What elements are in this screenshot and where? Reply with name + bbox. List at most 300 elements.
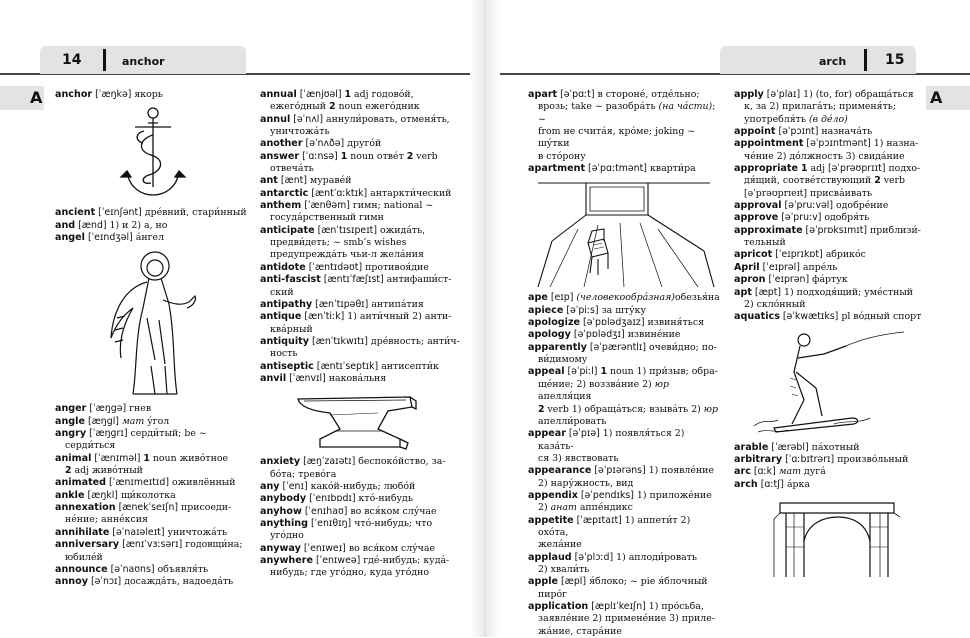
definition: извиня́ться bbox=[647, 317, 704, 329]
definition: аннули́ровать, отменя́ть, bbox=[325, 113, 450, 125]
anvil-illustration bbox=[260, 389, 460, 451]
definition: беспоко́йство, за- bbox=[358, 456, 446, 468]
definition: не́ние; анне́ксия bbox=[65, 514, 148, 526]
transcription: [əˈpɒlədʒɪ] bbox=[570, 329, 628, 341]
transcription: [ɑːk] bbox=[750, 466, 779, 478]
definition: что́-нибудь; что bbox=[354, 517, 433, 529]
left-section-letter bbox=[0, 86, 44, 110]
transcription: [ˈænvɪl] bbox=[286, 372, 329, 384]
definition: врозь; take ~ разобра́ть bbox=[538, 101, 659, 113]
entry-continuation bbox=[260, 212, 460, 224]
entry-continuation bbox=[528, 453, 720, 465]
definition: ; ~ bbox=[538, 101, 716, 125]
dictionary-entry bbox=[260, 456, 460, 468]
dictionary-entry bbox=[260, 336, 460, 348]
definition: предупрежда́ть чьи-л жела́ния bbox=[270, 249, 424, 261]
entry-continuation bbox=[734, 299, 930, 311]
definition: одобре́ние bbox=[836, 200, 889, 212]
definition: госуда́рственный гимн bbox=[270, 212, 384, 224]
transcription: [əˈnʌl] bbox=[290, 113, 326, 125]
sense-number: 1 bbox=[800, 163, 808, 175]
definition: 1) назна- bbox=[873, 138, 919, 150]
definition: приблизи́- bbox=[870, 224, 921, 236]
transcription: [ˈɑːnsə] bbox=[299, 150, 341, 162]
headword: appointment bbox=[734, 138, 804, 150]
entry-continuation bbox=[528, 564, 720, 576]
definition: объявля́ть bbox=[157, 563, 209, 575]
right-section-letter bbox=[926, 86, 970, 110]
definition: ква́рный bbox=[270, 323, 313, 335]
definition: 1) аппети́т 2) охо́та, bbox=[538, 514, 691, 538]
entry-continuation bbox=[260, 287, 460, 299]
definition: к, за 2) прилага́ть; применя́ть; bbox=[744, 101, 897, 113]
transcription: [æŋgl] bbox=[84, 415, 122, 427]
dictionary-entry bbox=[260, 361, 460, 373]
headword: anywhere bbox=[260, 555, 313, 566]
definition: щи́колотка bbox=[120, 489, 176, 501]
headword: antiseptic bbox=[260, 360, 314, 372]
headword: anger bbox=[55, 403, 87, 415]
headword: appetite bbox=[528, 514, 574, 526]
usage-label: мат bbox=[121, 415, 145, 427]
dictionary-entry bbox=[734, 479, 930, 491]
entry-continuation bbox=[528, 478, 720, 490]
dictionary-entry bbox=[734, 163, 930, 175]
usage-label: (на ча́сти) bbox=[658, 101, 713, 113]
definition: 2) нару́жность, вид bbox=[538, 477, 634, 489]
transcription: [ˈænjʊəl] bbox=[296, 89, 345, 100]
transcription: [ˈeɪndʒəl] bbox=[84, 232, 136, 244]
dictionary-entry bbox=[260, 262, 460, 274]
headword: animal bbox=[55, 452, 92, 464]
definition: adj годово́й, bbox=[351, 89, 414, 100]
entry-continuation bbox=[528, 126, 720, 151]
definition: в стороне́, отде́льно; bbox=[597, 89, 700, 100]
definition: гнев bbox=[129, 403, 152, 415]
headword: approval bbox=[734, 200, 782, 212]
definition: фа́ртук bbox=[812, 274, 848, 286]
headword: appear bbox=[528, 428, 566, 440]
usage-label: юр bbox=[654, 378, 669, 390]
definition: предви́деть; ~ smb’s wishes bbox=[270, 237, 407, 249]
headword: appoint bbox=[734, 126, 776, 138]
transcription: [ˈænɪməl] bbox=[91, 452, 144, 464]
headword: apricot bbox=[734, 249, 773, 261]
entry-continuation bbox=[55, 465, 251, 477]
definition: а́рка bbox=[786, 478, 810, 490]
sense-number: 1 bbox=[340, 150, 348, 162]
transcription: [ˈeɪprɪkɒt] bbox=[772, 249, 826, 261]
transcription: [əˈpiːs] bbox=[563, 304, 602, 316]
usage-label: анат bbox=[550, 502, 577, 514]
definition: дре́вность; анти́ч- bbox=[370, 335, 460, 347]
definition: одобря́ть bbox=[824, 212, 870, 224]
dictionary-entry bbox=[734, 274, 930, 286]
headword: ancient bbox=[55, 207, 96, 219]
definition: from не счита́я, кро́ме; joking ~ шу́тки bbox=[538, 126, 696, 150]
headword: anvil bbox=[260, 372, 287, 384]
headword: antipathy bbox=[260, 298, 313, 310]
definition: ся 3) явствовать bbox=[538, 452, 619, 464]
headword: apply bbox=[734, 89, 764, 100]
aquatics-illustration bbox=[734, 328, 930, 438]
transcription: [əˈpɪərəns] bbox=[591, 465, 649, 477]
entry-continuation bbox=[260, 237, 460, 249]
definition: в сто́рону bbox=[538, 150, 586, 162]
headword: antiquity bbox=[260, 335, 310, 347]
definition: назнача́ть bbox=[821, 126, 873, 138]
entry-continuation bbox=[260, 469, 460, 481]
headword: anticipate bbox=[260, 224, 315, 236]
dictionary-entry bbox=[55, 416, 251, 428]
definition: оживлённый bbox=[172, 477, 236, 489]
definition: апре́ль bbox=[802, 261, 838, 273]
headword: anxiety bbox=[260, 456, 301, 468]
left-page-number: 14 bbox=[62, 52, 82, 68]
right-page-number: 15 bbox=[885, 52, 905, 68]
transcription: [ˈærəbl] bbox=[768, 441, 812, 453]
left-running-head: anchor bbox=[122, 55, 165, 68]
sense-number: 2 bbox=[65, 465, 72, 477]
dictionary-entry bbox=[260, 200, 460, 212]
transcription: [ˈæntɪdəʊt] bbox=[305, 261, 366, 273]
definition: друго́й bbox=[347, 138, 382, 150]
dictionary-entry bbox=[55, 477, 251, 489]
headword: anniversary bbox=[55, 539, 120, 551]
sense-number: 1 bbox=[600, 366, 607, 378]
headword: apiece bbox=[528, 304, 564, 316]
definition: 1) аплоди́ровать bbox=[616, 551, 697, 563]
definition: noun живо́тное bbox=[149, 452, 229, 464]
headword: answer bbox=[260, 150, 300, 162]
left-header-divider bbox=[103, 49, 106, 71]
headword: annexation bbox=[55, 502, 116, 514]
dictionary-entry bbox=[55, 207, 251, 219]
headword: ankle bbox=[55, 489, 85, 501]
definition: подхо- bbox=[888, 163, 921, 175]
transcription: [ˈeɪnʃənt] bbox=[95, 207, 145, 219]
transcription: [ˈæpɪtaɪt] bbox=[573, 514, 625, 526]
transcription: [əˈpiːl] bbox=[564, 366, 601, 378]
definition: жа́ние, стара́ние bbox=[538, 625, 622, 637]
transcription: [əˈpɪə] bbox=[565, 428, 603, 440]
definition: извине́ние bbox=[627, 329, 681, 341]
definition: ский bbox=[270, 286, 294, 298]
dictionary-entry bbox=[528, 317, 720, 329]
headword: application bbox=[528, 601, 589, 612]
definition: за шту́ку bbox=[601, 304, 647, 316]
definition: кто́-нибудь bbox=[358, 493, 413, 505]
right-running-head: arch bbox=[819, 55, 847, 68]
transcription: [əˈpruːvəl] bbox=[781, 200, 837, 212]
transcription: [əˈnaɪəleɪt] bbox=[109, 526, 168, 538]
definition: нибудь; где уго́дно, куда уго́дно bbox=[270, 567, 430, 579]
usage-label: (человекообра́зная) bbox=[576, 292, 675, 304]
transcription: [æplɪˈkeɪʃn] bbox=[588, 601, 649, 612]
sense-number: 1 bbox=[143, 452, 150, 464]
transcription: [æntɪˈseptɪk] bbox=[313, 360, 382, 372]
definition: 2) bbox=[538, 502, 551, 514]
right-column-2 bbox=[734, 89, 930, 579]
dictionary-entry bbox=[55, 564, 251, 576]
definition: verb bbox=[413, 150, 438, 162]
transcription: [æpl] bbox=[558, 576, 590, 588]
headword: any bbox=[260, 480, 280, 492]
entry-continuation bbox=[55, 552, 251, 564]
apartment-illustration bbox=[528, 179, 720, 289]
headword: apology bbox=[528, 329, 571, 341]
dictionary-entry bbox=[260, 89, 460, 101]
usage-label: мат bbox=[778, 466, 801, 478]
definition: 1) про́сьба, bbox=[648, 601, 704, 612]
entry-continuation bbox=[528, 354, 720, 366]
usage-label: юр bbox=[703, 403, 719, 415]
definition: 1) подходя́щий; уме́стный bbox=[784, 286, 914, 298]
angel-illustration bbox=[55, 248, 251, 398]
definition: мураве́й bbox=[310, 175, 352, 187]
headword: announce bbox=[55, 563, 108, 575]
dictionary-entry bbox=[260, 481, 460, 493]
transcription: [əˈkwætɪks] bbox=[779, 311, 842, 323]
entry-continuation bbox=[528, 151, 720, 163]
transcription: [ˈæŋgrɪ] bbox=[86, 428, 131, 440]
transcription: [æŋkl] bbox=[84, 489, 121, 501]
sense-number: 2 bbox=[538, 403, 545, 415]
left-section-letter-text: A bbox=[30, 88, 43, 107]
dictionary-entry bbox=[528, 292, 720, 304]
transcription: [ˈenɪθɪŋ] bbox=[307, 517, 355, 529]
headword: anthem bbox=[260, 200, 302, 212]
headword: annihilate bbox=[55, 526, 110, 538]
entry-continuation bbox=[528, 101, 720, 126]
dictionary-entry bbox=[528, 601, 720, 613]
definition: где́-нибудь; куда́- bbox=[363, 555, 450, 566]
transcription: [ænˈtɪsɪpeɪt] bbox=[314, 224, 380, 236]
definition: а́нгел bbox=[135, 232, 165, 244]
definition: апелля́ция bbox=[538, 391, 592, 403]
definition: юбиле́й bbox=[65, 551, 103, 563]
headword: ape bbox=[528, 292, 548, 304]
left-column-2 bbox=[260, 89, 460, 580]
definition: 1) появле́ние bbox=[648, 465, 714, 477]
definition: годовщи́на; bbox=[185, 539, 243, 551]
headword: arch bbox=[734, 478, 758, 490]
headword: anchor bbox=[55, 89, 93, 100]
arch-illustration bbox=[734, 497, 930, 579]
dictionary-entry bbox=[260, 114, 460, 126]
transcription: [əˈnɔɪ] bbox=[87, 576, 125, 588]
definition: серди́тый; be ~ серди́ться bbox=[65, 428, 207, 452]
definition: дуга́ bbox=[801, 466, 826, 478]
headword: anyway bbox=[260, 542, 301, 554]
dictionary-entry bbox=[260, 299, 460, 311]
entry-continuation bbox=[260, 101, 460, 113]
definition: verb 1) обраща́ться; взыва́ть 2) bbox=[544, 403, 704, 415]
headword: apple bbox=[528, 576, 559, 588]
dictionary-entry bbox=[260, 274, 460, 286]
headword: animated bbox=[55, 477, 107, 489]
definition: ность bbox=[270, 348, 298, 360]
definition: во вся́ком слу́чае bbox=[350, 505, 437, 517]
transcription: [ænˈtɪpəθɪ] bbox=[312, 298, 372, 310]
headword: anyhow bbox=[260, 505, 302, 517]
entry-continuation bbox=[528, 613, 720, 625]
transcription: [ˈeɪprən] bbox=[765, 274, 813, 286]
dictionary-entry bbox=[260, 543, 460, 555]
definition: отвеча́ть bbox=[270, 163, 314, 175]
entry-continuation bbox=[528, 379, 720, 404]
dictionary-entry bbox=[55, 527, 251, 539]
definition: ожида́ть, bbox=[380, 224, 426, 236]
transcription: [əˈpɔɪntmənt] bbox=[803, 138, 874, 150]
definition: па́хотный bbox=[811, 441, 860, 453]
transcription: [ˈɑːbɪtrərɪ] bbox=[782, 453, 838, 465]
definition: ежего́дный bbox=[270, 101, 329, 113]
transcription: [əˈplaɪ] bbox=[763, 89, 804, 100]
definition: абрико́с bbox=[825, 249, 866, 261]
entry-continuation bbox=[260, 126, 460, 138]
headword: appendix bbox=[528, 489, 578, 501]
dictionary-entry bbox=[528, 342, 720, 354]
entry-continuation bbox=[260, 249, 460, 261]
definition: 1) (to, for) обраща́ться bbox=[803, 89, 914, 100]
definition: у́гол bbox=[144, 415, 170, 427]
definition: ви́димому bbox=[538, 354, 588, 366]
transcription: [əˈpendɪks] bbox=[577, 489, 637, 501]
dictionary-entry bbox=[55, 502, 251, 514]
headword: arbitrary bbox=[734, 453, 783, 465]
entry-continuation bbox=[55, 514, 251, 526]
headword: antarctic bbox=[260, 187, 309, 199]
dictionary-entry bbox=[260, 506, 460, 518]
dictionary-entry bbox=[55, 232, 251, 244]
headword: arc bbox=[734, 466, 751, 478]
definition: дя́щий, соотве́тствующий bbox=[744, 175, 875, 187]
dictionary-entry bbox=[260, 493, 460, 505]
definition: аппе́ндикс bbox=[576, 502, 633, 514]
definition: 2) хвали́ть bbox=[538, 563, 590, 575]
entry-continuation bbox=[528, 502, 720, 514]
transcription: [ˈenɪhaʊ] bbox=[301, 505, 351, 517]
headword: apologize bbox=[528, 317, 581, 329]
headword: apt bbox=[734, 286, 752, 298]
definition: уничтожа́ть bbox=[167, 526, 228, 538]
dictionary-entry bbox=[260, 311, 460, 323]
definition: употребля́ть bbox=[744, 113, 809, 125]
transcription: [ˈeɪprəl] bbox=[759, 261, 803, 273]
dictionary-entry bbox=[260, 518, 460, 530]
definition: verb bbox=[880, 175, 906, 187]
dictionary-entry bbox=[55, 490, 251, 502]
transcription: [ˈenɪbɒdɪ] bbox=[306, 493, 359, 505]
entry-continuation bbox=[260, 324, 460, 336]
right-column-1 bbox=[528, 89, 720, 638]
definition: 2) скло́нный bbox=[744, 298, 806, 310]
dictionary-entry bbox=[260, 225, 460, 237]
entry-continuation bbox=[734, 114, 930, 126]
definition: жела́ние bbox=[538, 539, 582, 551]
dictionary-entry bbox=[528, 552, 720, 564]
dictionary-entry bbox=[260, 175, 460, 187]
entry-continuation bbox=[734, 101, 930, 113]
headword: apartment bbox=[528, 163, 586, 175]
dictionary-entry bbox=[55, 403, 251, 415]
definition: 1) появля́ться 2) каза́ть- bbox=[538, 428, 685, 452]
dictionary-entry bbox=[734, 311, 930, 323]
headword: antidote bbox=[260, 261, 306, 273]
definition: adj живо́тный bbox=[71, 465, 143, 477]
headword: annual bbox=[260, 89, 297, 100]
definition: противоя́дие bbox=[365, 261, 429, 273]
headword: annul bbox=[260, 113, 291, 125]
dictionary-entry bbox=[55, 220, 251, 232]
headword: anything bbox=[260, 517, 308, 529]
entry-continuation bbox=[528, 416, 720, 428]
transcription: [eɪp] bbox=[547, 292, 577, 304]
dictionary-entry bbox=[528, 305, 720, 317]
transcription: [ˈæŋgə] bbox=[86, 403, 130, 415]
dictionary-entry bbox=[734, 454, 930, 466]
dictionary-entry bbox=[734, 249, 930, 261]
headword: apparently bbox=[528, 341, 587, 353]
dictionary-entry bbox=[734, 287, 930, 299]
transcription: [æpt] bbox=[751, 286, 785, 298]
entry-continuation bbox=[260, 348, 460, 360]
dictionary-entry bbox=[734, 200, 930, 212]
headword: angel bbox=[55, 232, 85, 244]
transcription: [ænˈtiːk] bbox=[301, 311, 348, 323]
entry-continuation bbox=[734, 237, 930, 249]
entry-continuation bbox=[528, 539, 720, 551]
definition: noun ежего́дник bbox=[335, 101, 420, 113]
definition: антисепти́к bbox=[381, 360, 439, 372]
part-of-speech: adj bbox=[807, 163, 828, 175]
definition: бо́та; трево́га bbox=[270, 468, 337, 480]
definition: заявле́ние 2) примене́ние 3) приле- bbox=[538, 613, 715, 625]
dictionary-entry bbox=[260, 151, 460, 163]
entry-continuation bbox=[528, 404, 720, 416]
transcription: [ænekˈseɪʃn] bbox=[115, 502, 182, 514]
headword: another bbox=[260, 138, 303, 150]
entry-continuation bbox=[734, 188, 930, 200]
dictionary-entry bbox=[734, 126, 930, 138]
dictionary-entry bbox=[734, 262, 930, 274]
usage-label: (в де́ло) bbox=[808, 113, 848, 125]
definition: уго́дно bbox=[270, 530, 304, 542]
transcription: [ænɪˈvɜːsərɪ] bbox=[119, 539, 186, 551]
dictionary-entry bbox=[734, 225, 930, 237]
dictionary-entry bbox=[55, 576, 251, 588]
dictionary-entry bbox=[528, 329, 720, 341]
dictionary-entry bbox=[528, 163, 720, 175]
headword: appropriate bbox=[734, 163, 798, 175]
definition: 1) приложе́ние bbox=[636, 489, 712, 501]
transcription: [æntˈɑːktɪk] bbox=[308, 187, 371, 199]
headword: angry bbox=[55, 428, 87, 440]
definition: кварти́ра bbox=[649, 163, 696, 175]
transcription: [əˈnʌðə] bbox=[302, 138, 348, 150]
transcription: [əˈpɔɪnt] bbox=[775, 126, 822, 138]
anchor-illustration bbox=[55, 105, 251, 202]
transcription: [əˈpɑːtmənt] bbox=[585, 163, 650, 175]
definition: я́блоко; ~ pie я́блочный bbox=[589, 576, 708, 588]
definition: тельный bbox=[744, 237, 786, 249]
book-gutter bbox=[470, 0, 500, 637]
transcription: [ˈænɪmeɪtɪd] bbox=[106, 477, 173, 489]
dictionary-entry bbox=[55, 89, 251, 101]
definition: во вся́ком слу́чае bbox=[348, 542, 436, 554]
sense-number: 2 bbox=[874, 175, 881, 187]
